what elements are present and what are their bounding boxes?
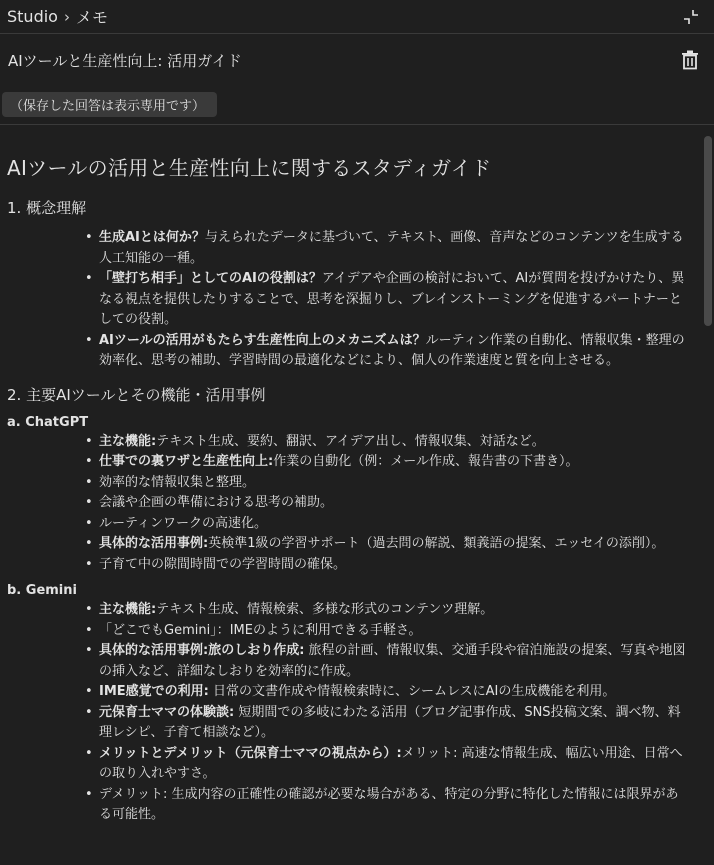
list-item: • 生成AIとは何か？与えられたデータに基づいて、テキスト、画像、音声などのコンテンツを生成する人工知能の一種。 [85, 228, 700, 269]
top-bar [0, 0, 714, 34]
list-item: • 「どこでもGemini」：IMEのように利用できる手軽さ。 [85, 621, 700, 642]
read-only-chip: （保存した回答は表示専用です） [2, 92, 217, 117]
list-item: • デメリット: 生成内容の正確性の確認が必要な場合がある、特定の分野に特化した情報には限界がある可能性。 [85, 785, 700, 826]
list-item: • 効率的な情報収集と整理。 [85, 473, 700, 494]
note-title: AIツールと生産性向上: 活用ガイド [8, 51, 242, 70]
note-header [0, 34, 714, 86]
list-item: • 主な機能:テキスト生成、情報検索、多様な形式のコンテンツ理解。 [85, 600, 700, 621]
read-only-chip-row [0, 86, 714, 120]
concept-list [7, 228, 700, 372]
list-item: • ルーティンワークの高速化。 [85, 514, 700, 535]
doc-title: AIツールの活用と生産性向上に関するスタディガイド [7, 156, 492, 180]
gemini-list [7, 600, 700, 826]
list-item: • メリットとデメリット（元保育士ママの視点から）:メリット: 高速な情報生成、幅広い用途、日常への取り入れやすさ。 [85, 744, 700, 785]
subsection-heading-gemini: b. Gemini [7, 583, 77, 598]
breadcrumb-separator: › [63, 7, 70, 26]
breadcrumb-current: メモ [75, 8, 108, 27]
list-item: • IME感覚での利用: 日常の文書作成や情報検索時に、シームレスにAIの生成機能を利用。 [85, 682, 700, 703]
delete-icon[interactable] [678, 48, 702, 72]
section-heading: 2. 主要AIツールとその機能・活用事例 [7, 385, 266, 404]
section-concepts [7, 197, 700, 372]
list-item: • 「壁打ち相手」としてのAIの役割は？アイデアや企画の検討において、AIが質問を投げかけたり、異なる視点を提供したりすることで、思考を深掘りし、ブレインストーミングを促進するパートナーとしての役割。 [85, 269, 700, 331]
list-item: • 具体的な活用事例:旅のしおり作成: 旅程の計画、情報収集、交通手段や宿泊施設の提案、写真や地図の挿入など、詳細なしおりを効率的に作成。 [85, 641, 700, 682]
list-item: • 元保育士ママの体験談: 短期間での多岐にわたる活用（ブログ記事作成、SNS投稿文案、調べ物、料理レシピ、子育て相談など）。 [85, 703, 700, 744]
collapse-icon[interactable] [680, 6, 702, 28]
scrollbar-thumb[interactable] [704, 136, 712, 326]
list-item: • 具体的な活用事例:英検準1級の学習サポート（過去問の解説、類義語の提案、エッセイの添削）。 [85, 534, 700, 555]
list-item: • 仕事での裏ワザと生産性向上:作業の自動化（例：メール作成、報告書の下書き）。 [85, 452, 700, 473]
list-item: • 会議や企画の準備における思考の補助。 [85, 493, 700, 514]
list-item: • AIツールの活用がもたらす生産性向上のメカニズムは？ルーティン作業の自動化、情報収集・整理の効率化、思考の補助、学習時間の最適化などにより、個人の作業速度と質を向上させる。 [85, 331, 700, 372]
subsection-heading-chatgpt: a. ChatGPT [7, 414, 89, 430]
breadcrumb [7, 5, 108, 28]
divider [0, 124, 714, 125]
chatgpt-list [7, 432, 700, 576]
list-item: • 主な機能:テキスト生成、要約、翻訳、アイデア出し、情報収集、対話など。 [85, 432, 700, 453]
section-tools [7, 384, 700, 826]
breadcrumb-studio[interactable]: Studio [7, 7, 58, 26]
note-content[interactable] [0, 130, 700, 865]
section-heading: 1. 概念理解 [7, 199, 87, 217]
list-item: • 子育て中の隙間時間での学習時間の確保。 [85, 555, 700, 576]
